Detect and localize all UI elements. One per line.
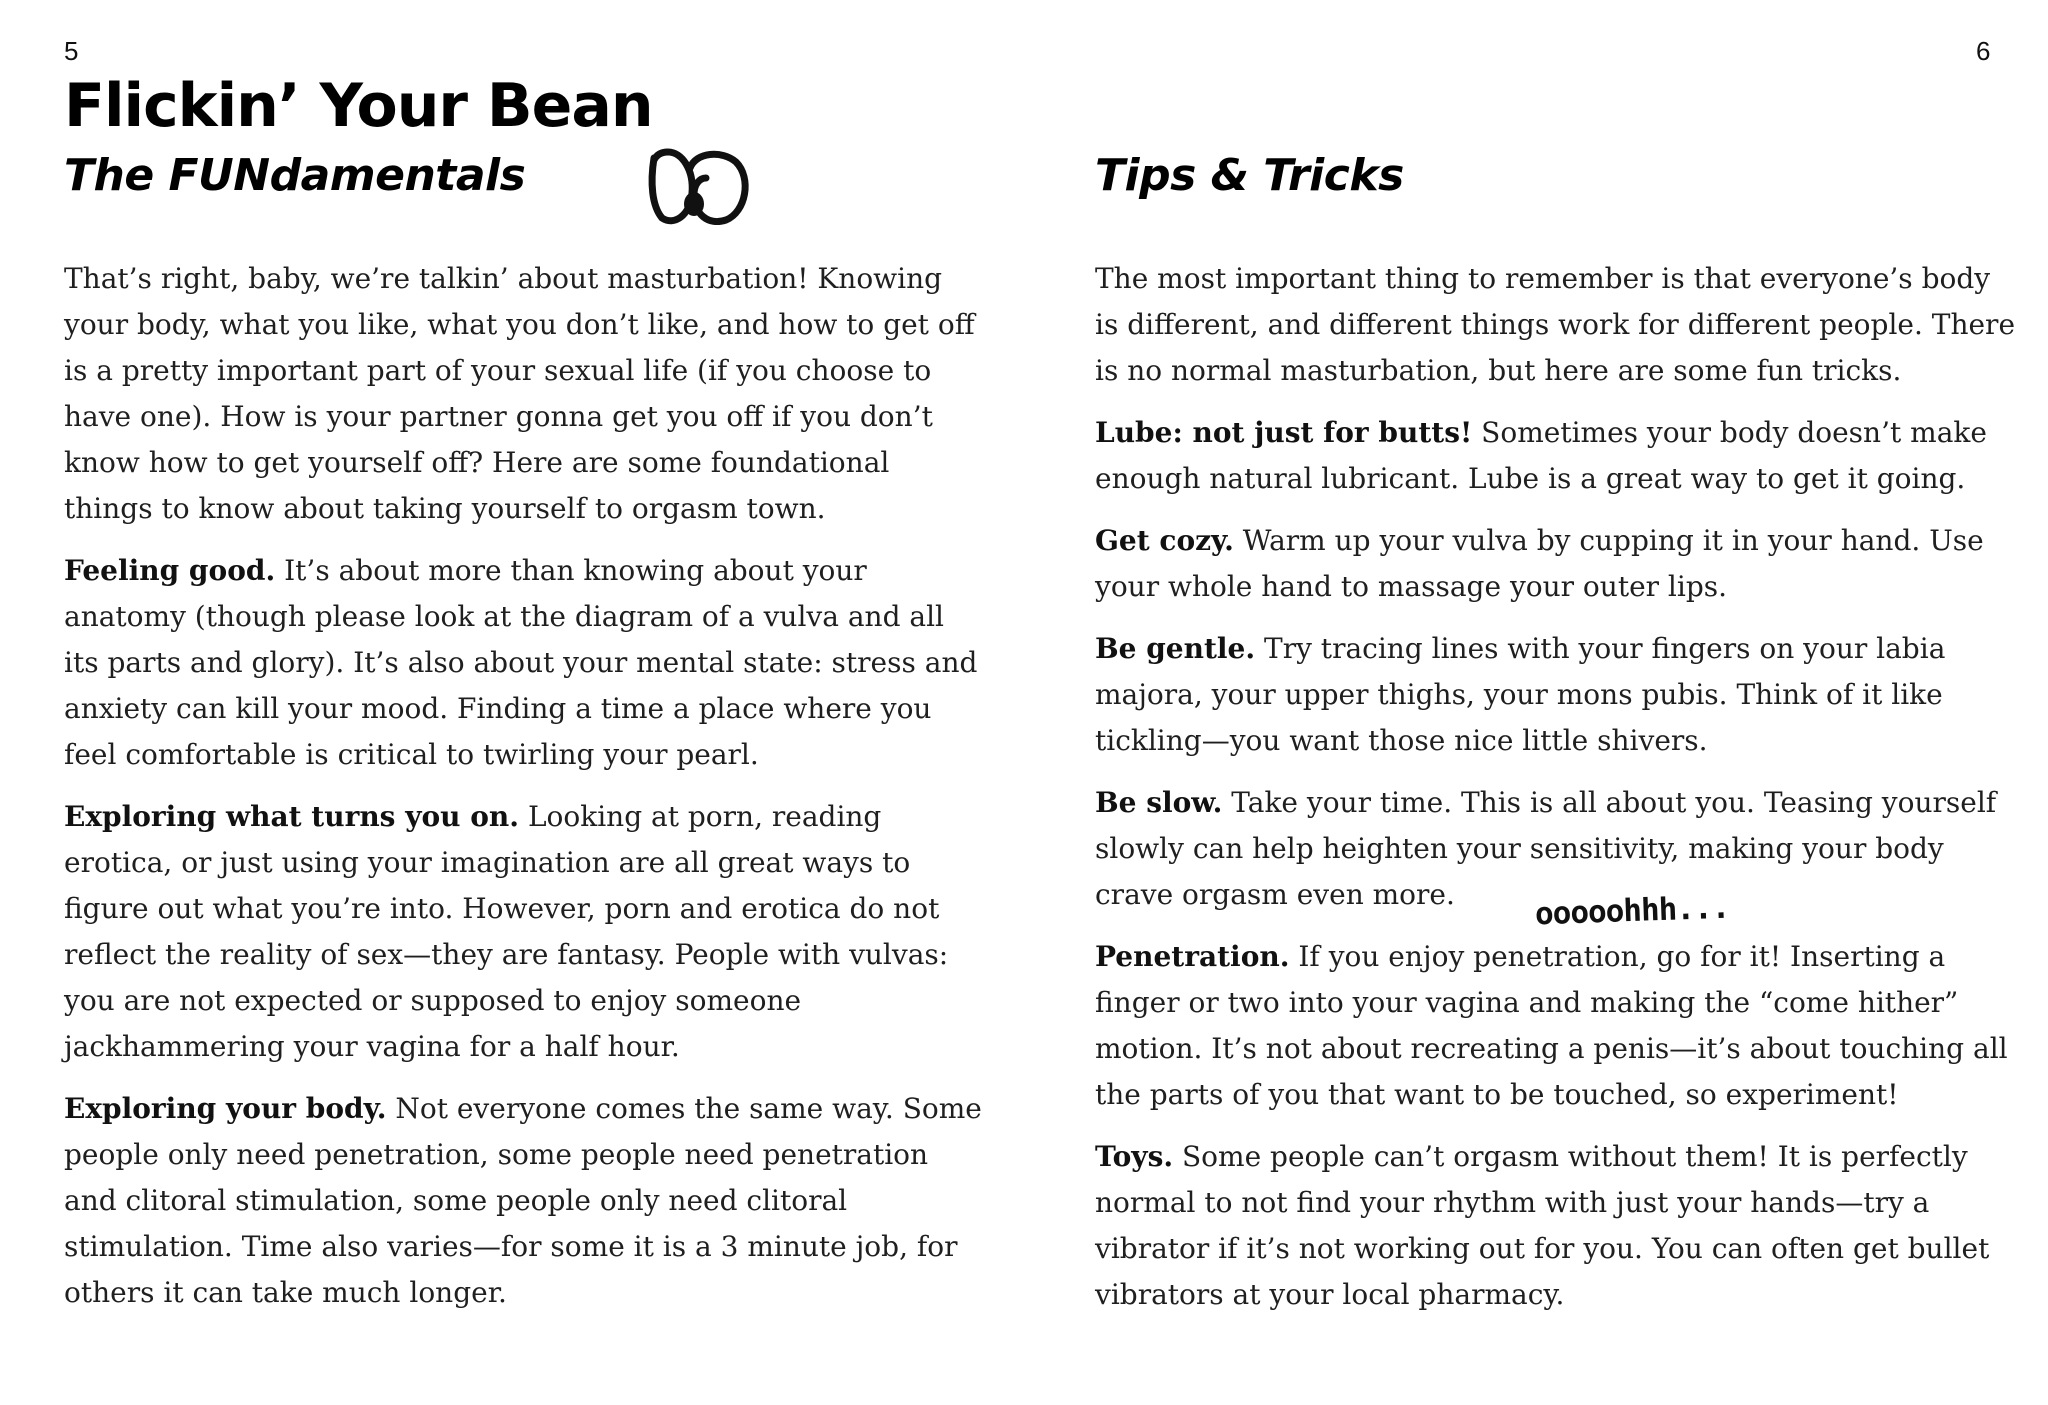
tip-text: Take your time. This is all about you. Teasing yourself slowly can help heighten your sensitivity, making your body crave orgasm even more. — [1095, 786, 1997, 911]
subtitle-tips: Tips & Tricks — [1095, 150, 1404, 201]
tip-paragraph — [1095, 518, 2015, 610]
subtitle-fundamentals: The FUNdamentals — [64, 150, 526, 201]
tip-heading: Lube: not just for butts! — [1095, 416, 1473, 449]
right-column — [1095, 256, 2015, 1334]
section-heading: Feeling good. — [64, 554, 276, 587]
tip-text: Warm up your vulva by cupping it in your hand. Use your whole hand to massage your outer lips. — [1095, 524, 1984, 603]
section-text: It’s about more than knowing about your anatomy (though please look at the diagram of a vulva and all its parts and glory). It’s also about your mental state: stress and anxiety can kill your mood. Finding a time a place where you feel comfortable is critical to twirling your pearl. — [64, 554, 978, 771]
tip-paragraph — [1095, 1134, 2015, 1318]
tip-text: If you enjoy penetration, go for it! Inserting a finger or two into your vagina and making the “come hither” motion. It’s not about recreating a penis—it’s about touching all the parts of you that want to be touched, so experiment! — [1095, 940, 2008, 1111]
page-title: Flickin’ Your Bean — [64, 71, 653, 141]
section-heading: Exploring what turns you on. — [64, 800, 520, 833]
section-text: Not everyone comes the same way. Some people only need penetration, some people need penetration and clitoral stimulation, some people only need clitoral stimulation. Time also varies—for some it is a 3 minute job, for others it can take much longer. — [64, 1092, 982, 1309]
left-column — [64, 256, 984, 1332]
intro-paragraph: The most important thing to remember is that everyone’s body is different, and different things work for different people. There is no normal masturbation, but here are some fun tricks. — [1095, 262, 2016, 387]
tip-text: Sometimes your body doesn’t make enough natural lubricant. Lube is a great way to get it going. — [1095, 416, 1987, 495]
page-number-right: 6 — [1976, 36, 1991, 66]
tip-heading: Be slow. — [1095, 786, 1223, 819]
tip-paragraph — [1095, 626, 2015, 764]
tip-text: Try tracing lines with your fingers on your labia majora, your upper thighs, your mons pubis. Think of it like tickling—you want those nice little shivers. — [1095, 632, 1946, 757]
section-paragraph — [64, 548, 984, 778]
page-number-left: 5 — [64, 36, 79, 66]
handwritten-note: ooooohhh... — [1534, 889, 1730, 933]
tip-heading: Penetration. — [1095, 940, 1290, 973]
tip-paragraph — [1095, 934, 2015, 1118]
tip-heading: Toys. — [1095, 1140, 1174, 1173]
section-heading: Exploring your body. — [64, 1092, 387, 1125]
tip-text: Some people can’t orgasm without them! It is perfectly normal to not find your rhythm with just your hands—try a vibrator if it’s not working out for you. You can often get bullet vibrators at your local pharmacy. — [1095, 1140, 1990, 1311]
eyes-doodle-icon — [640, 138, 760, 228]
tip-heading: Be gentle. — [1095, 632, 1256, 665]
section-text: Looking at porn, reading erotica, or just using your imagination are all great ways to figure out what you’re into. However, porn and erotica do not reflect the reality of sex—they are fantasy. People with vulvas: you are not expected or supposed to enjoy someone jackhammering your vagina for a half hour. — [64, 800, 949, 1063]
tip-paragraph — [1095, 410, 2015, 502]
intro-paragraph: That’s right, baby, we’re talkin’ about masturbation! Knowing your body, what you like, what you don’t like, and how to get off is a pretty important part of your sexual life (if you choose to have one). How is your partner gonna get you off if you don’t know how to get yourself off? Here are some foundational things to know about taking yourself to orgasm town. — [64, 262, 975, 525]
tip-heading: Get cozy. — [1095, 524, 1234, 557]
section-paragraph — [64, 794, 984, 1070]
section-paragraph — [64, 1086, 984, 1316]
